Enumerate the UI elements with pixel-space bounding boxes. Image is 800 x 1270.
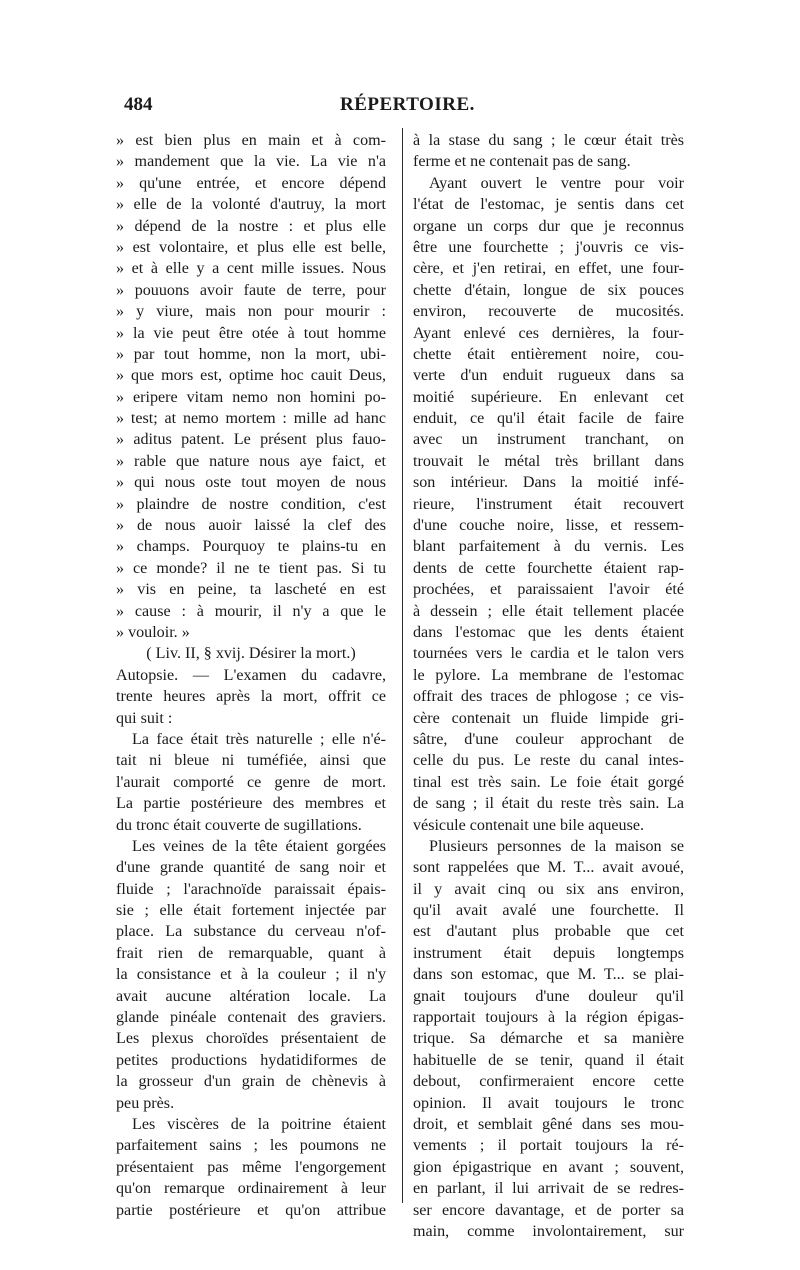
- text-line: son intérieur. Dans la moitié infé-: [413, 474, 684, 492]
- text-line: instrument était depuis longtemps: [413, 944, 684, 962]
- text-line: » est bien plus en main et à com-: [116, 132, 386, 149]
- text-line: droit, et semblait gêné dans ses mou-: [413, 1115, 684, 1133]
- text-line: de sang ; il était du reste très sain. La: [413, 795, 684, 813]
- text-line: l'aurait comporté ce genre de mort.: [116, 773, 386, 791]
- text-line: la consistance et à la couleur ; il n'y: [116, 966, 386, 984]
- text-line: rieure, l'instrument était recouvert: [413, 495, 684, 513]
- text-line: sâtre, d'une couleur approchant de: [413, 730, 684, 748]
- text-line: moitié supérieure. En enlevant cet: [413, 388, 684, 406]
- text-line: » par tout homme, non la mort, ubi-: [116, 345, 386, 363]
- text-line: opinion. Il avait toujours le tronc: [413, 1094, 684, 1112]
- text-line: vements ; il portait toujours la ré-: [413, 1137, 684, 1155]
- text-line: » rable que nature nous aye faict, et: [116, 452, 386, 470]
- text-line: » que mors est, optime hoc cauit Deus,: [116, 367, 386, 385]
- text-line: d'une couche noire, lisse, et ressem-: [413, 517, 684, 535]
- text-line: la grosseur d'un grain de chènevis à: [116, 1073, 386, 1091]
- column-rule: [402, 128, 403, 1203]
- text-line: vésicule contenait une bile aqueuse.: [413, 816, 645, 834]
- text-line: ( Liv. II, § xvij. Désirer la mort.): [146, 645, 356, 663]
- text-line: environ, recouverte de mucosités.: [413, 303, 684, 321]
- text-line: dans son estomac, que M. T... se plai-: [413, 966, 684, 984]
- page-number: 484: [124, 94, 153, 115]
- text-line: qu'on remarque ordinairement à leur: [116, 1180, 386, 1198]
- text-line: cère, et j'en retirai, en effet, une four-: [413, 260, 684, 278]
- text-line: » champs. Pourquoy te plains-tu en: [116, 538, 386, 556]
- text-line: » de nous auoir laissé la clef des: [116, 517, 386, 535]
- text-line: debout, confirmeraient encore cette: [413, 1073, 684, 1091]
- text-line: » dépend de la nostre : et plus elle: [116, 217, 386, 235]
- text-line: La partie postérieure des membres et: [116, 795, 386, 813]
- text-line: Les viscères de la poitrine étaient: [132, 1115, 386, 1133]
- text-line: frait rien de remarquable, quant à: [116, 944, 386, 962]
- text-line: » la vie peut être otée à tout homme: [116, 324, 386, 342]
- text-line: prochées, et paraissaient l'avoir été: [413, 581, 684, 599]
- text-line: offrait des traces de phlogose ; ce vis-: [413, 688, 684, 706]
- text-line: en parlant, il lui arrivait de se redres-: [413, 1180, 684, 1198]
- text-line: dents de cette fourchette étaient rap-: [413, 559, 684, 577]
- text-line: tournées vers le cardia et le talon vers: [413, 645, 684, 663]
- text-line: main, comme involontairement, sur: [413, 1222, 684, 1240]
- text-line: blant parfaitement à du vernis. Les: [413, 538, 684, 556]
- text-line: sie ; elle était fortement injectée par: [116, 902, 386, 920]
- text-line: » aditus patent. Le présent plus fauo-: [116, 431, 386, 449]
- text-line: » est volontaire, et plus elle est belle,: [116, 238, 386, 256]
- text-line: gnait toujours d'une douleur qu'il: [413, 987, 684, 1005]
- text-line: verte d'un enduit rugueux dans sa: [413, 367, 684, 385]
- text-line: ser encore davantage, et de porter sa: [413, 1201, 684, 1219]
- text-line: trente heures après la mort, offrit ce: [116, 688, 386, 706]
- text-line: trouvait le métal très brillant dans: [413, 452, 684, 470]
- text-line: organe un corps dur que je reconnus: [413, 217, 684, 235]
- text-line: » eripere vitam nemo non homini po-: [116, 388, 386, 406]
- text-line: tait ni bleue ni tuméfiée, ainsi que: [116, 752, 386, 770]
- text-line: place. La substance du cerveau n'of-: [116, 923, 386, 941]
- left-column: [116, 130, 386, 1221]
- text-line: habituelle de se tenir, quand il était: [413, 1051, 684, 1069]
- text-line: il y avait cinq ou six ans environ,: [413, 880, 684, 898]
- text-line: est d'autant plus probable que cet: [413, 923, 684, 941]
- running-title: RÉPERTOIRE.: [340, 94, 475, 115]
- text-line: » plaindre de nostre condition, c'est: [116, 495, 386, 513]
- text-line: Les plexus choroïdes présentaient de: [116, 1030, 386, 1048]
- text-line: sont rappelées que M. T... avait avoué,: [413, 859, 684, 877]
- text-line: » cause : à mourir, il n'y a que le: [116, 602, 386, 620]
- text-line: fluide ; l'arachnoïde paraissait épais-: [116, 880, 386, 898]
- text-line: La face était très naturelle ; elle n'é-: [132, 730, 386, 748]
- text-line: Ayant enlevé ces dernières, la four-: [413, 324, 684, 342]
- text-line: partie postérieure et qu'on attribue: [116, 1201, 386, 1219]
- text-line: glande pinéale contenait des graviers.: [116, 1009, 386, 1027]
- text-line: gion épigastrique en avant ; souvent,: [413, 1158, 684, 1176]
- text-line: à dessein ; elle était tellement placée: [413, 602, 684, 620]
- text-line: avec un instrument tranchant, on: [413, 431, 684, 449]
- text-line: le pylore. La membrane de l'estomac: [413, 666, 684, 684]
- text-line: avait aucune altération locale. La: [116, 987, 386, 1005]
- text-line: rapportait toujours à la région épigas-: [413, 1009, 684, 1027]
- text-line: présentaient pas même l'engorgement: [116, 1158, 386, 1176]
- text-line: » pouuons avoir faute de terre, pour: [116, 281, 386, 299]
- text-line: petites productions hydatidiformes de: [116, 1051, 386, 1069]
- text-line: » vouloir. »: [116, 623, 190, 641]
- text-line: » test; at nemo mortem : mille ad hanc: [116, 410, 386, 428]
- text-line: l'état de l'estomac, je sentis dans cet: [413, 196, 684, 214]
- text-line: cère contenait un fluide limpide gri-: [413, 709, 684, 727]
- text-line: peu près.: [116, 1094, 175, 1112]
- text-line: qui suit :: [116, 709, 173, 727]
- text-line: » qui nous oste tout moyen de nous: [116, 474, 386, 492]
- text-line: qu'il avait avalé une fourchette. Il: [413, 902, 684, 920]
- text-line: d'une grande quantité de sang noir et: [116, 859, 386, 877]
- text-line: du tronc était couverte de sugillations.: [116, 816, 362, 834]
- text-line: » mandement que la vie. La vie n'a: [116, 153, 386, 171]
- text-line: dans l'estomac que les dents étaient: [413, 623, 684, 641]
- text-line: Les veines de la tête étaient gorgées: [132, 837, 386, 855]
- text-line: ferme et ne contenait pas de sang.: [413, 153, 631, 171]
- text-line: chette d'étain, longue de six pouces: [413, 281, 684, 299]
- text-line: chette était entièrement noire, cou-: [413, 345, 684, 363]
- text-line: Ayant ouvert le ventre pour voir: [429, 174, 684, 192]
- text-line: Autopsie. — L'examen du cadavre,: [116, 666, 386, 684]
- text-line: trique. Sa démarche et sa manière: [413, 1030, 684, 1048]
- right-column: [413, 130, 684, 1242]
- text-line: tinal est très sain. Le foie était gorgé: [413, 773, 684, 791]
- text-line: » ce monde? il ne te tient pas. Si tu: [116, 559, 386, 577]
- text-line: enduit, ce qu'il était facile de faire: [413, 410, 684, 428]
- text-line: à la stase du sang ; le cœur était très: [413, 132, 684, 149]
- text-line: » et à elle y a cent mille issues. Nous: [116, 260, 386, 278]
- text-line: celle du pus. Le reste du canal intes-: [413, 752, 684, 770]
- text-line: être une fourchette ; j'ouvris ce vis-: [413, 238, 684, 256]
- text-line: » y viure, mais non pour mourir :: [116, 303, 386, 321]
- text-line: » vis en peine, ta lascheté en est: [116, 581, 386, 599]
- page-header: [118, 94, 688, 124]
- text-line: parfaitement sains ; les poumons ne: [116, 1137, 386, 1155]
- text-line: Plusieurs personnes de la maison se: [429, 837, 684, 855]
- text-line: » elle de la volonté d'autruy, la mort: [116, 196, 386, 214]
- text-line: » qu'une entrée, et encore dépend: [116, 174, 386, 192]
